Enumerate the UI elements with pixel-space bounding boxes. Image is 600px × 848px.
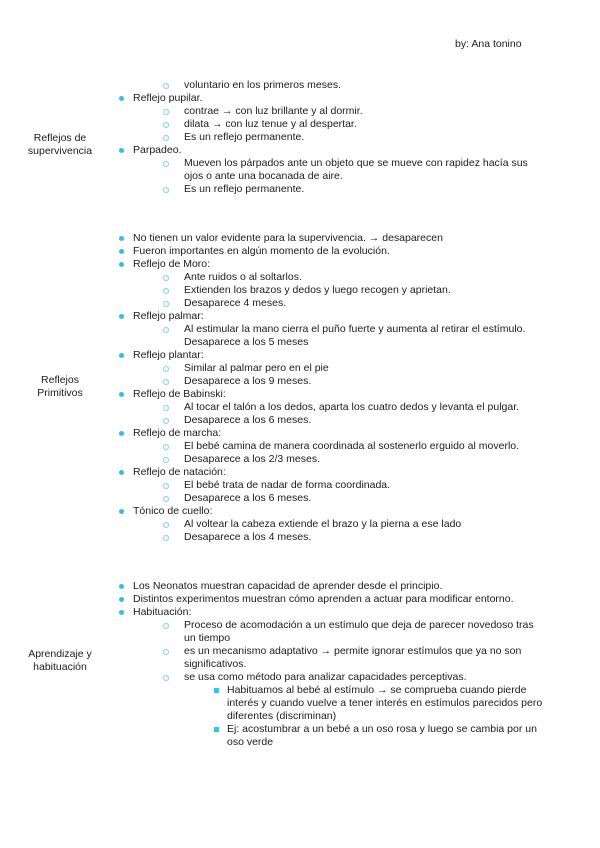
list-item-text: El bebé camina de manera coordinada al sostenerlo erguido al moverlo. [184,440,520,452]
list-item [115,453,580,466]
hollow-circle-bullet-icon [163,301,169,307]
list-item-text: El bebé trata de nadar de forma coordinada. [184,479,391,491]
list-item [115,157,580,183]
hollow-circle-bullet-icon [163,522,169,528]
filled-circle-bullet-icon [119,610,124,615]
list-item-text: Es un reflejo permanente. [184,183,305,195]
list-item-text: un tiempo [184,632,231,644]
list-item [115,323,580,349]
list-item-text: Desaparece a los 5 meses [184,336,309,348]
hollow-circle-bullet-icon [163,379,169,385]
list-item-text: Reflejo de marcha: [133,427,222,439]
filled-circle-bullet-icon [119,262,124,267]
section-gap [115,544,580,580]
list-item [115,232,580,245]
list-item [115,92,580,105]
list-item-text: dilata → con luz tenue y al despertar. [184,118,357,130]
list-item-text: Reflejo de Moro: [133,258,211,270]
list-item-text: Desaparece a los 9 meses. [184,375,312,387]
list-item-text: Parpadeo. [133,144,182,156]
list-item [115,362,580,375]
list-item-text: Desaparece 4 meses. [184,297,287,309]
filled-circle-bullet-icon [119,314,124,319]
list-item [115,593,580,606]
list-item-text: Proceso de acomodación a un estímulo que deja de parecer novedoso tras [184,619,534,631]
hollow-circle-bullet-icon [163,366,169,372]
section-label-reflejos-de-supervivencia [8,132,112,158]
filled-circle-bullet-icon [119,509,124,514]
list-item [115,479,580,492]
hollow-circle-bullet-icon [163,288,169,294]
hollow-circle-bullet-icon [163,187,169,193]
list-item [115,105,580,118]
list-item-text: Ej: acostumbrar a un bebé a un oso rosa y luego se cambia por un [227,723,537,735]
filled-circle-bullet-icon [119,431,124,436]
hollow-circle-bullet-icon [163,418,169,424]
list-item [115,271,580,284]
author-byline: by: Ana tonino [455,38,522,50]
list-item-text: Extienden los brazos y dedos y luego recogen y aprietan. [184,284,451,296]
list-item-text: Distintos experimentos muestran cómo aprenden a actuar para modificar entorno. [133,593,514,605]
filled-circle-bullet-icon [119,236,124,241]
list-item [115,258,580,271]
filled-circle-bullet-icon [119,249,124,254]
hollow-circle-bullet-icon [163,649,169,655]
list-item-text: Ante ruidos o al soltarlos. [184,271,302,283]
list-item-text: Desaparece a los 4 meses. [184,531,312,543]
list-item-text: oso verde [227,736,274,748]
list-item [115,118,580,131]
list-item [115,144,580,157]
section-label-reflejos-primitivos [8,374,112,400]
list-item [115,427,580,440]
list-item-text: Los Neonatos muestran capacidad de aprender desde el principio. [133,580,443,592]
list-item-text: Mueven los párpados ante un objeto que se mueve con rapidez hacía sus [184,157,528,169]
hollow-circle-bullet-icon [163,535,169,541]
section-list-reflejos-primitivos [115,232,580,544]
list-item [115,645,580,671]
section-label-aprendizaje-y-habituacion [8,648,112,674]
list-item [115,349,580,362]
list-item-text: Fueron importantes en algún momento de la evolución. [133,245,390,257]
filled-square-bullet-icon [214,727,219,732]
list-item [115,284,580,297]
hollow-circle-bullet-icon [163,275,169,281]
list-item-text: diferentes (discriminan) [227,710,337,722]
hollow-circle-bullet-icon [163,444,169,450]
list-item-text: Habituamos al bebé al estímulo → se comprueba cuando pierde [227,684,527,696]
list-item-text: Al tocar el talón a los dedos, aparta los cuatro dedos y levanta el pulgar. [184,401,520,413]
list-item [115,492,580,505]
list-item-text: contrae → con luz brillante y al dormir. [184,105,363,117]
hollow-circle-bullet-icon [163,457,169,463]
list-item-text: Habituación: [133,606,192,618]
list-item-text: Reflejo de Babinski: [133,388,226,400]
list-item [115,131,580,144]
list-item-text: voluntario en los primeros meses. [184,79,341,91]
list-item [115,245,580,258]
filled-circle-bullet-icon [119,584,124,589]
list-item [115,606,580,619]
list-item-text: Reflejo pupilar. [133,92,203,104]
list-item [115,401,580,414]
list-item-text: Desaparece a los 6 meses. [184,414,312,426]
list-item [115,375,580,388]
list-item [115,619,580,645]
list-item-text: Al estimular la mano cierra el puño fuerte y aumenta al retirar el estímulo. [184,323,526,335]
hollow-circle-bullet-icon [163,83,169,89]
list-item [115,723,580,749]
list-item-text: Desaparece a los 2/3 meses. [184,453,320,465]
list-item [115,505,580,518]
list-item [115,388,580,401]
list-item [115,414,580,427]
hollow-circle-bullet-icon [163,327,169,333]
list-item-text: ojos o ante una bocanada de aire. [184,170,343,182]
list-item-text: Es un reflejo permanente. [184,131,305,143]
list-item-text: Desaparece a los 6 meses. [184,492,312,504]
hollow-circle-bullet-icon [163,161,169,167]
list-item [115,310,580,323]
filled-circle-bullet-icon [119,353,124,358]
hollow-circle-bullet-icon [163,496,169,502]
list-item-text: se usa como método para analizar capacidades perceptivas. [184,671,467,683]
filled-circle-bullet-icon [119,96,124,101]
list-item [115,183,580,196]
filled-circle-bullet-icon [119,597,124,602]
list-item-text: Similar al palmar pero en el pie [184,362,329,374]
section-label-line: Primitivos [37,387,83,399]
hollow-circle-bullet-icon [163,135,169,141]
section-list-aprendizaje-y-habituacion [115,580,580,749]
filled-circle-bullet-icon [119,392,124,397]
section-label-line: Reflejos [41,374,79,386]
list-item-text: Al voltear la cabeza extiende el brazo y la pierna a ese lado [184,518,462,530]
section-gap [115,196,580,232]
list-item [115,671,580,684]
list-item [115,518,580,531]
list-item-text: significativos. [184,658,247,670]
list-item [115,580,580,593]
notes-content [115,79,580,749]
list-item [115,79,580,92]
list-item [115,684,580,723]
list-item-text: Reflejo plantar: [133,349,204,361]
list-item-text: No tienen un valor evidente para la supervivencia. → desaparecen [133,232,443,244]
list-item [115,297,580,310]
filled-circle-bullet-icon [119,148,124,153]
list-item-text: Tónico de cuello: [133,505,213,517]
hollow-circle-bullet-icon [163,405,169,411]
hollow-circle-bullet-icon [163,483,169,489]
list-item-text: interés y cuando vuelve a tener interés en estímulos parecidos pero [227,697,543,709]
section-list-reflejos-de-supervivencia [115,79,580,196]
list-item [115,440,580,453]
filled-circle-bullet-icon [119,470,124,475]
section-label-line: habituación [33,661,87,673]
section-label-line: Reflejos de [33,132,87,144]
hollow-circle-bullet-icon [163,122,169,128]
section-label-line: Aprendizaje y [28,648,92,660]
filled-square-bullet-icon [214,688,219,693]
list-item-text: Reflejo palmar: [133,310,204,322]
section-label-line: supervivencia [27,145,93,157]
list-item-text: es un mecanismo adaptativo → permite ignorar estímulos que ya no son [184,645,522,657]
list-item [115,531,580,544]
list-item-text: Reflejo de natación: [133,466,226,478]
hollow-circle-bullet-icon [163,623,169,629]
hollow-circle-bullet-icon [163,675,169,681]
hollow-circle-bullet-icon [163,109,169,115]
list-item [115,466,580,479]
